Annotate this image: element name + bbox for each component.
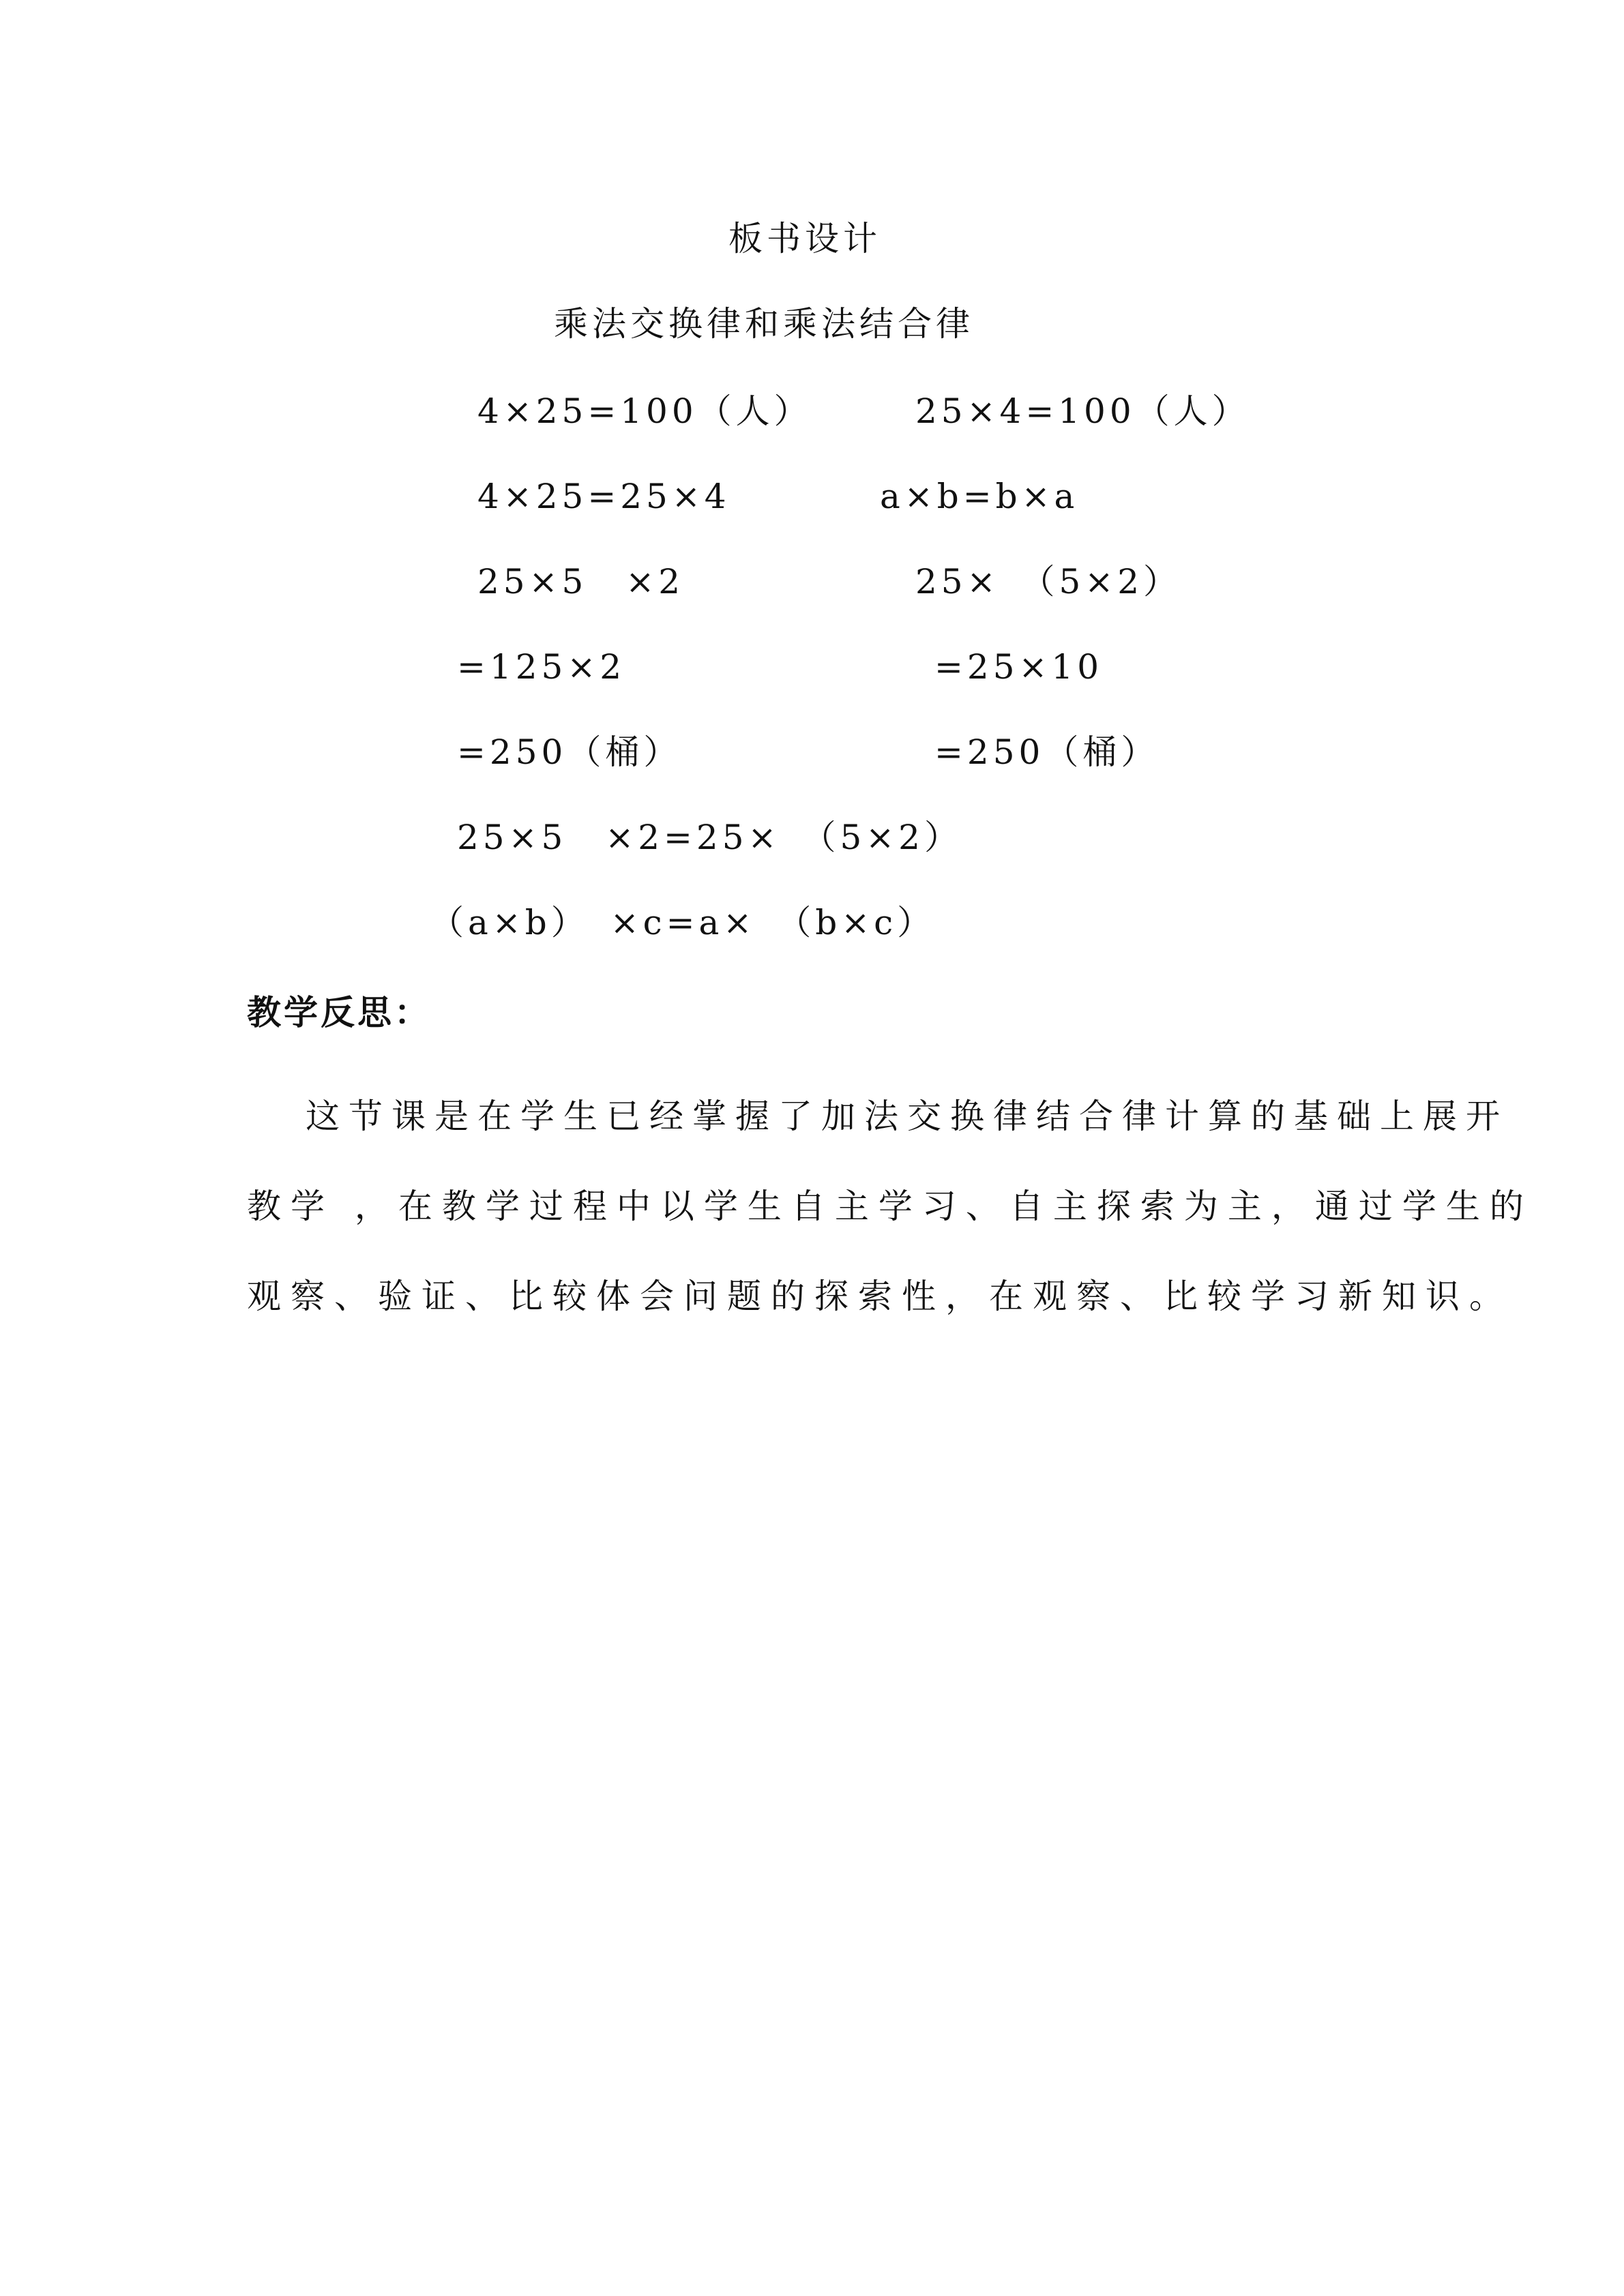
equation-row-2-right: a×b=b×a: [880, 477, 1079, 516]
board-subtitle: 乘法交换律和乘法结合律: [554, 304, 974, 344]
equation-row-4-right: =25×10: [934, 647, 1104, 687]
reflection-heading: 教学反思：: [247, 993, 431, 1032]
equation-row-2-left: 4×25=25×4: [477, 477, 730, 516]
equation-row-1-left: 4×25=100（人）: [477, 391, 812, 431]
equation-row-4-left: =125×2: [457, 647, 626, 687]
equation-row-5-right: =250（桶）: [934, 732, 1160, 772]
associative-law-letters: （a×b） ×c=a× （b×c）: [430, 903, 936, 942]
reflection-line-1: 这节课是在学生已经掌握了加法交换律结合律计算的基础上展开: [306, 1097, 1509, 1136]
equation-row-3-right: 25× （5×2）: [915, 562, 1182, 601]
board-title: 板书设计: [728, 219, 881, 258]
equation-row-1-right: 25×4=100（人）: [915, 391, 1250, 431]
associative-law-numeric: 25×5 ×2=25× （5×2）: [457, 818, 962, 857]
reflection-line-3: 观察、验证、比较体会问题的探索性，在观察、比较学习新知识。: [247, 1277, 1513, 1316]
equation-row-3-left: 25×5 ×2: [477, 562, 685, 601]
equation-row-5-left: =250（桶）: [457, 732, 682, 772]
reflection-line-2: 教学 ，在教学过程中以学生自主学习、自主探索为主，通过学生的: [247, 1187, 1533, 1226]
